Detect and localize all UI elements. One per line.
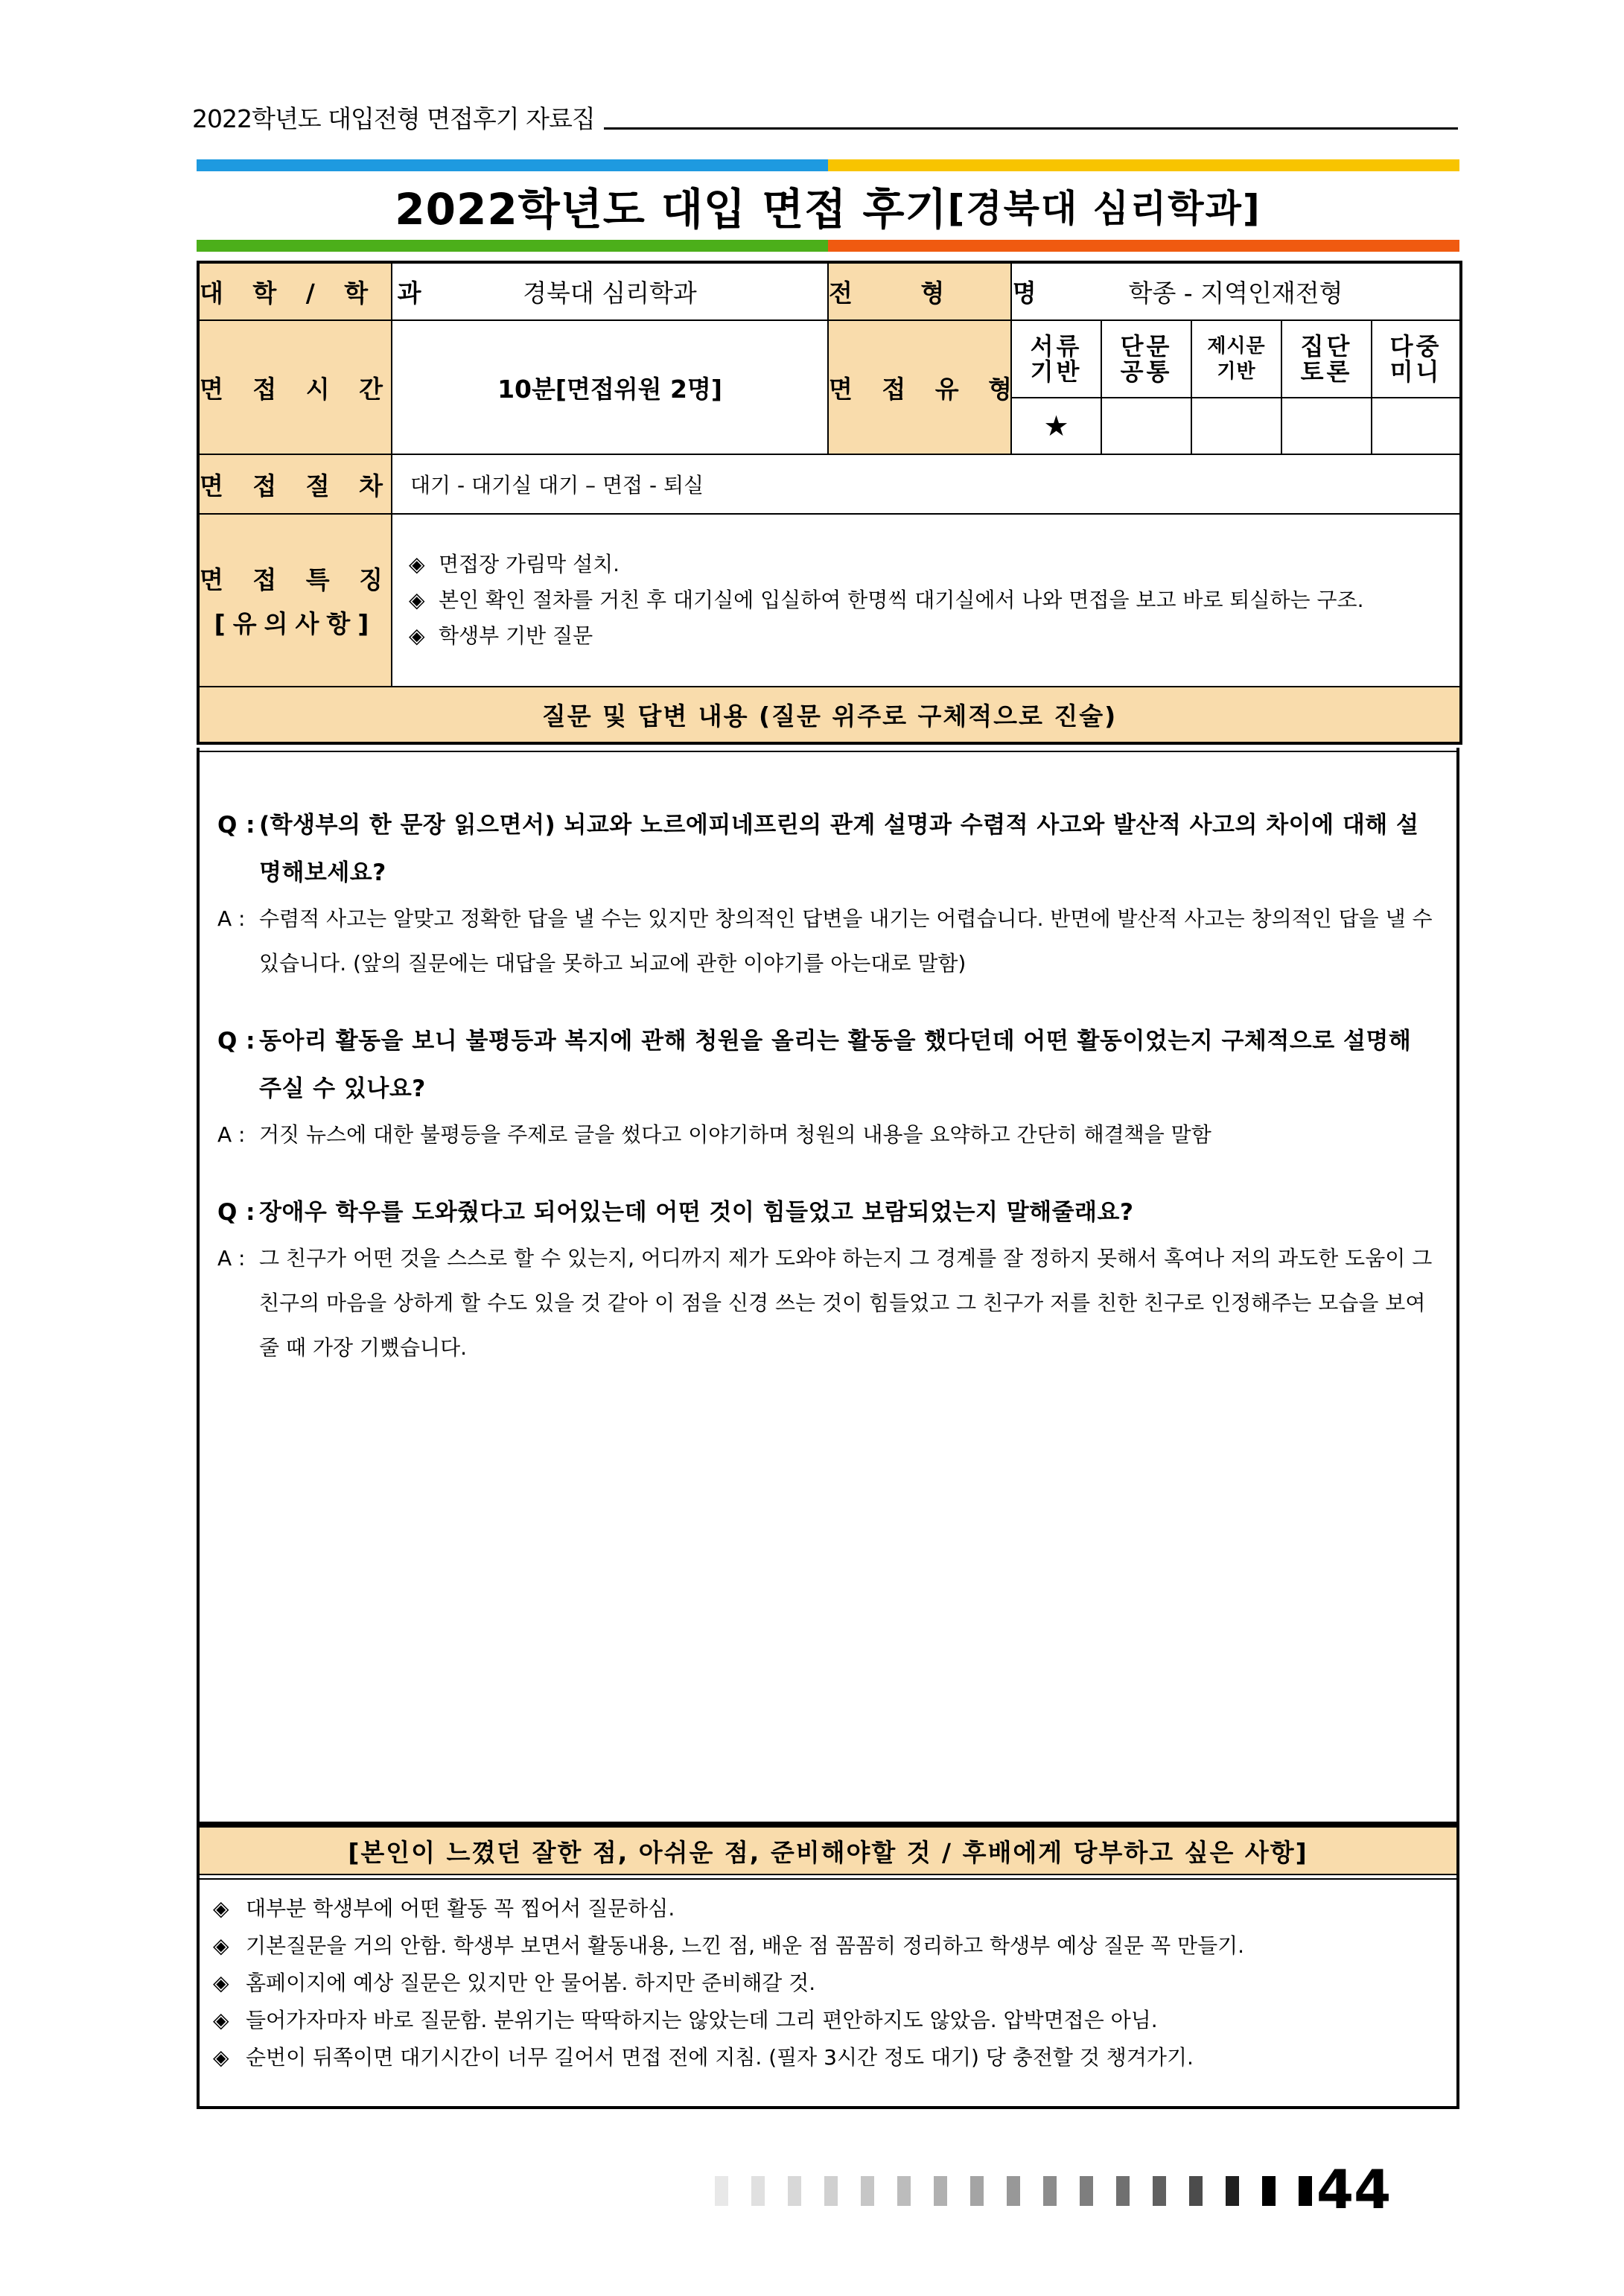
advice-title: [본인이 느꼈던 잘한 점, 아쉬운 점, 준비해야할 것 / 후배에게 당부하고 싶은 사항]: [200, 1828, 1456, 1875]
type-mark-passage-based: [1191, 398, 1281, 454]
type-label: 면 접 유 형: [828, 320, 1011, 454]
answer: A : 수렴적 사고는 알맞고 정확한 답을 낼 수는 있지만 창의적인 답변을 내기는 어렵습니다. 반면에 발산적 사고는 창의적인 답을 낼 수 있습니다. (앞의 질문에는 대답을 못하고 뇌교에 관한 이야기를 아는대로 말함): [217, 906, 1433, 976]
admission-label: 전 형 명: [828, 262, 1011, 320]
question: Q : (학생부의 한 문장 읽으면서) 뇌교와 노르에피네프린의 관계 설명과 수렴적 사고와 발산적 사고의 차이에 대해 설명해보세요?: [217, 812, 1419, 886]
diamond-bullet-icon: ◈: [409, 588, 425, 612]
title-top-bar-right: [828, 159, 1459, 171]
advice-list: [200, 1880, 1456, 2087]
univ-value: 경북대 심리학과: [392, 262, 828, 320]
advice-item: ◈ 순번이 뒤쪽이면 대기시간이 너무 길어서 면접 전에 지침. (필자 3시간 정도 대기) 당 충전할 것 챙겨가기.: [213, 2039, 1443, 2076]
page-gradient-block: [824, 2176, 838, 2206]
qa-box: [197, 748, 1459, 1825]
answer: A : 거짓 뉴스에 대한 불평등을 주제로 글을 썼다고 이야기하며 청원의 내용을 요약하고 간단히 해결책을 말함: [217, 1122, 1211, 1147]
qa-section-title: 질문 및 답변 내용 (질문 위주로 구체적으로 진술): [198, 687, 1461, 743]
advice-item: ◈ 기본질문을 거의 안함. 학생부 보면서 활동내용, 느낀 점, 배운 점 꼼꼼히 정리하고 학생부 예상 질문 꼭 만들기.: [213, 1927, 1443, 1965]
page-gradient-block: [861, 2176, 874, 2206]
qa-item: [217, 801, 1439, 986]
diamond-bullet-icon: ◈: [213, 2045, 229, 2070]
page-header: [192, 95, 1458, 134]
page-gradient-block: [1007, 2176, 1020, 2206]
page-gradient-block: [1116, 2176, 1130, 2206]
page-gradient-block: [1080, 2176, 1093, 2206]
page-header-rule: [604, 127, 1458, 130]
feature-item: ◈ 면접장 가림막 설치.: [409, 547, 1443, 582]
time-value: 10분[면접위원 2명]: [392, 320, 828, 454]
features-label-line1: 면 접 특 징: [200, 565, 393, 594]
page-gradient-block: [1299, 2176, 1312, 2206]
time-label: 면 접 시 간: [198, 320, 392, 454]
page-gradient-block: [970, 2176, 984, 2206]
interview-info-table: [197, 261, 1462, 745]
question: Q : 장애우 학우를 도와줬다고 되어있는데 어떤 것이 힘들었고 보람되었는지 말해줄래요?: [217, 1199, 1134, 1226]
type-mark-short-common: [1101, 398, 1191, 454]
diamond-bullet-icon: ◈: [409, 552, 425, 576]
advice-item: ◈ 홈페이지에 예상 질문은 있지만 안 물어봄. 하지만 준비해갈 것.: [213, 1965, 1443, 2002]
qa-item: [217, 1017, 1439, 1157]
title-block: [197, 159, 1459, 252]
page-gradient-blocks: [715, 2176, 1335, 2206]
advice-item: ◈ 대부분 학생부에 어떤 활동 꼭 찝어서 질문하심.: [213, 1890, 1443, 1927]
diamond-bullet-icon: ◈: [213, 1971, 229, 1995]
page-gradient-block: [751, 2176, 765, 2206]
features-label-line2: [유의사항]: [214, 609, 377, 638]
page-gradient-block: [1043, 2176, 1057, 2206]
qa-list: [200, 752, 1456, 1370]
page-gradient-block: [1153, 2176, 1166, 2206]
procedure-label: 면 접 절 차: [198, 454, 392, 514]
advice-box: [197, 1825, 1459, 2109]
feature-item: ◈ 본인 확인 절차를 거친 후 대기실에 입실하여 한명씩 대기실에서 나와 면접을 보고 바로 퇴실하는 구조.: [409, 582, 1443, 618]
univ-label: 대 학 / 학 과: [198, 262, 392, 320]
page-gradient-block: [897, 2176, 911, 2206]
features-label: [198, 514, 392, 687]
procedure-value: 대기 - 대기실 대기 – 면접 - 퇴실: [392, 454, 1461, 514]
type-passage-based: 제시문 기반: [1191, 320, 1281, 398]
title-top-bar-left: [197, 159, 828, 171]
question: Q : 동아리 활동을 보니 불평등과 복지에 관해 청원을 올리는 활동을 했다던데 어떤 활동이었는지 구체적으로 설명해 주실 수 있나요?: [217, 1028, 1412, 1102]
admission-value: 학종 - 지역인재전형: [1011, 262, 1461, 320]
diamond-bullet-icon: ◈: [213, 1933, 229, 1958]
type-multiple-mini: 다중 미니: [1372, 320, 1461, 398]
type-mark-group-discussion: [1281, 398, 1372, 454]
page-gradient-block: [788, 2176, 801, 2206]
answer: A : 그 친구가 어떤 것을 스스로 할 수 있는지, 어디까지 제가 도와야 하는지 그 경계를 잘 정하지 못해서 혹여나 저의 과도한 도움이 그 친구의 마음을 상하게 할 수도 있을 것 같아 이 점을 신경 쓰는 것이 힘들었고 그 친구가 저를 친한 친구로 인정해주는 모습을 보여줄 때 가장 기뻤습니다.: [217, 1246, 1433, 1360]
type-mark-multiple-mini: [1372, 398, 1461, 454]
type-mark-document-based: ★: [1011, 398, 1101, 454]
type-group-discussion: 집단 토론: [1281, 320, 1372, 398]
title-bottom-bar-right: [828, 240, 1459, 252]
page-number: 44: [1316, 2158, 1392, 2221]
diamond-bullet-icon: ◈: [213, 2008, 229, 2032]
diamond-bullet-icon: ◈: [409, 623, 425, 648]
title-top-bar: [197, 159, 1459, 171]
document-title-sub: [경북대 심리학과]: [947, 187, 1261, 230]
diamond-bullet-icon: ◈: [213, 1896, 229, 1921]
page-gradient-block: [1189, 2176, 1203, 2206]
page-footer: [715, 2158, 1392, 2221]
advice-item: ◈ 들어가자마자 바로 질문함. 분위기는 딱딱하지는 않았는데 그리 편안하지도 않았음. 압박면접은 아님.: [213, 2002, 1443, 2039]
feature-item: ◈ 학생부 기반 질문: [409, 618, 1443, 654]
document-title-main: 2022학년도 대입 면접 후기: [395, 184, 948, 235]
page-gradient-block: [1226, 2176, 1239, 2206]
page-gradient-block: [1262, 2176, 1276, 2206]
page-header-title: 2022학년도 대입전형 면접후기 자료집: [192, 104, 595, 133]
page-gradient-block: [715, 2176, 728, 2206]
document-title: [197, 171, 1459, 240]
page-gradient-block: [934, 2176, 947, 2206]
title-bottom-bar-left: [197, 240, 828, 252]
title-bottom-bar: [197, 240, 1459, 252]
features-list: [392, 514, 1461, 687]
qa-item: [217, 1189, 1439, 1370]
type-document-based: 서류 기반: [1011, 320, 1101, 398]
type-short-common: 단문 공통: [1101, 320, 1191, 398]
